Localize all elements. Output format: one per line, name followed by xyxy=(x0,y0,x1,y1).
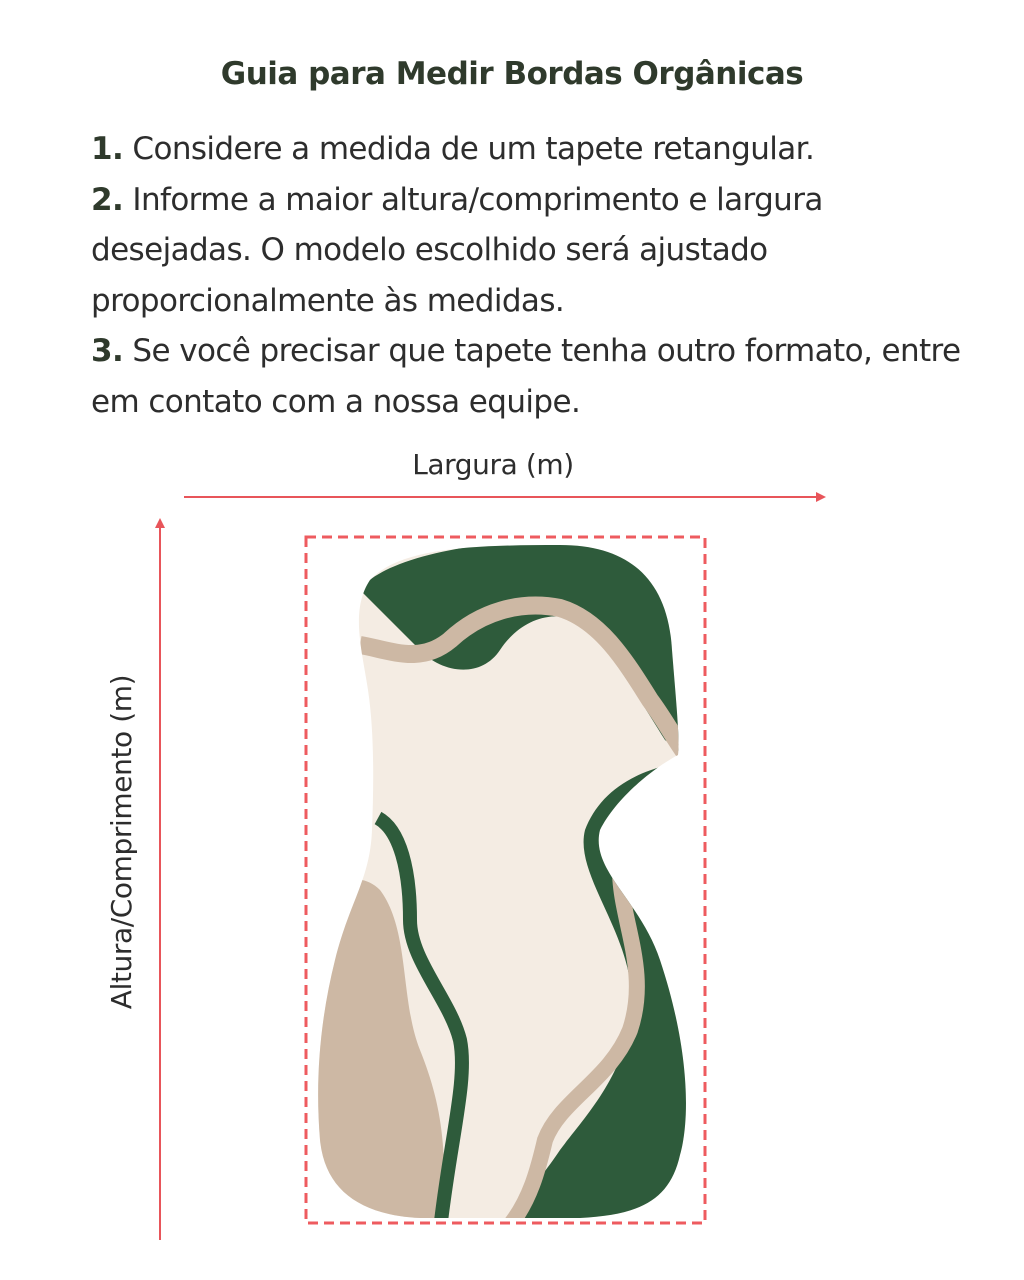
height-arrow xyxy=(155,518,165,1240)
page-title: Guia para Medir Bordas Orgânicas xyxy=(220,56,804,92)
width-label: Largura (m) xyxy=(412,448,574,481)
step-number: 1. xyxy=(91,131,124,167)
height-arrowhead xyxy=(155,518,165,528)
step-number: 3. xyxy=(91,333,124,369)
step-number: 2. xyxy=(91,181,124,218)
step-text: Informe a maior altura/comprimento e largura desejadas. O modelo escolhido será ajustado proporcionalmente às medidas. xyxy=(91,181,823,319)
step-text: Se você precisar que tapete tenha outro formato, entre em contato com a nossa equipe. xyxy=(91,333,961,420)
width-arrow xyxy=(184,492,826,502)
height-label: Altura/Comprimento (m) xyxy=(105,674,138,1010)
organic-rug-illustration xyxy=(300,530,720,1230)
width-arrowhead xyxy=(816,492,826,502)
step-text: Considere a medida de um tapete retangular. xyxy=(123,131,815,167)
